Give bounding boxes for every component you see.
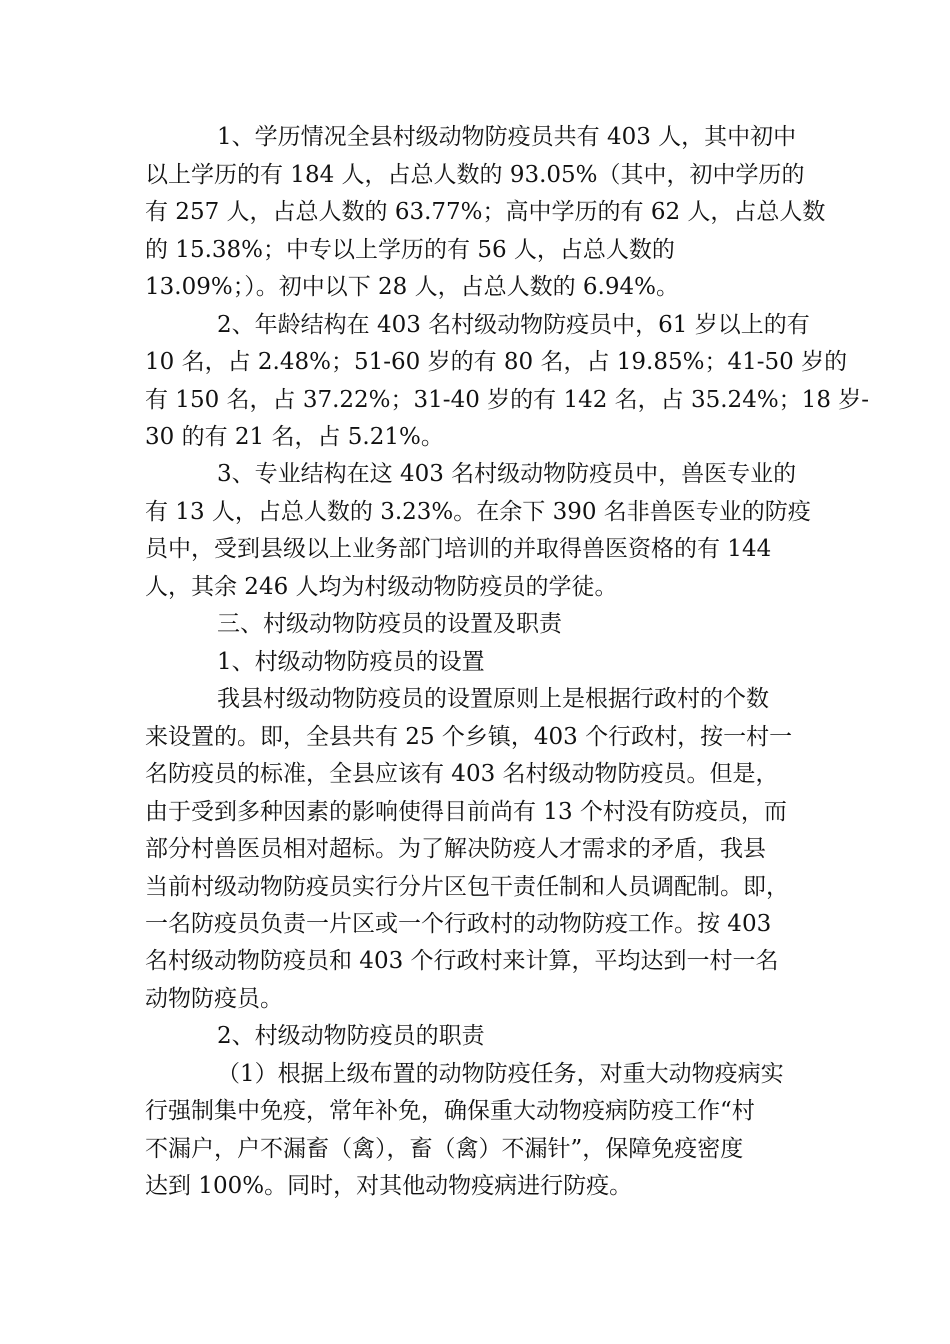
paragraph-duty-line: 达到 100%。同时，对其他动物疫病进行防疫。 (145, 1173, 633, 1199)
paragraph-setup-line: 来设置的。即，全县共有 25 个乡镇，403 个行政村，按一村一 (145, 724, 793, 750)
paragraph-duty-line: 不漏户，户不漏畜（禽），畜（禽）不漏针”，保障免疫密度 (145, 1136, 744, 1162)
paragraph-age-line: 有 150 名，占 37.22%；31-40 岁的有 142 名，占 35.24%；18 岁- (145, 387, 870, 413)
paragraph-profession-line: 3、专业结构在这 403 名村级动物防疫员中，兽医专业的 (217, 461, 797, 487)
section-heading: 三、村级动物防疫员的设置及职责 (217, 611, 562, 637)
paragraph-education-line: 1、学历情况全县村级动物防疫员共有 403 人，其中初中 (217, 124, 797, 150)
paragraph-setup-line: 名防疫员的标准，全县应该有 403 名村级动物防疫员。但是， (145, 761, 779, 787)
paragraph-education-line: 13.09%；）。初中以下 28 人，占总人数的 6.94%。 (145, 274, 679, 300)
subsection-heading: 2、村级动物防疫员的职责 (217, 1023, 485, 1049)
paragraph-age-line: 2、年龄结构在 403 名村级动物防疫员中，61 岁以上的有 (217, 312, 810, 338)
paragraph-profession-line: 人，其余 246 人均为村级动物防疫员的学徒。 (145, 574, 618, 600)
paragraph-age-line: 30 的有 21 名，占 5.21%。 (145, 424, 444, 450)
paragraph-duty-line: 行强制集中免疫，常年补免，确保重大动物疫病防疫工作“村 (145, 1098, 755, 1124)
paragraph-setup-line: 我县村级动物防疫员的设置原则上是根据行政村的个数 (217, 686, 769, 712)
paragraph-setup-line: 当前村级动物防疫员实行分片区包干责任制和人员调配制。即， (145, 874, 789, 900)
paragraph-profession-line: 有 13 人，占总人数的 3.23%。在余下 390 名非兽医专业的防疫 (145, 499, 811, 525)
paragraph-age-line: 10 名，占 2.48%；51-60 岁的有 80 名，占 19.85%；41-50 岁的 (145, 349, 848, 375)
paragraph-setup-line: 一名防疫员负责一片区或一个行政村的动物防疫工作。按 403 (145, 911, 772, 937)
paragraph-setup-line: 动物防疫员。 (145, 986, 283, 1012)
paragraph-education-line: 以上学历的有 184 人，占总人数的 93.05%（其中，初中学历的 (145, 162, 805, 188)
paragraph-setup-line: 名村级动物防疫员和 403 个行政村来计算，平均达到一村一名 (145, 948, 779, 974)
paragraph-education-line: 有 257 人，占总人数的 63.77%；高中学历的有 62 人，占总人数 (145, 199, 826, 225)
paragraph-duty-line: （1）根据上级布置的动物防疫任务，对重大动物疫病实 (217, 1061, 784, 1087)
paragraph-education-line: 的 15.38%；中专以上学历的有 56 人，占总人数的 (145, 237, 675, 263)
subsection-heading: 1、村级动物防疫员的设置 (217, 649, 485, 675)
paragraph-profession-line: 员中，受到县级以上业务部门培训的并取得兽医资格的有 144 (145, 536, 772, 562)
paragraph-setup-line: 由于受到多种因素的影响使得目前尚有 13 个村没有防疫员，而 (145, 799, 787, 825)
paragraph-setup-line: 部分村兽医员相对超标。为了解决防疫人才需求的矛盾，我县 (145, 836, 766, 862)
